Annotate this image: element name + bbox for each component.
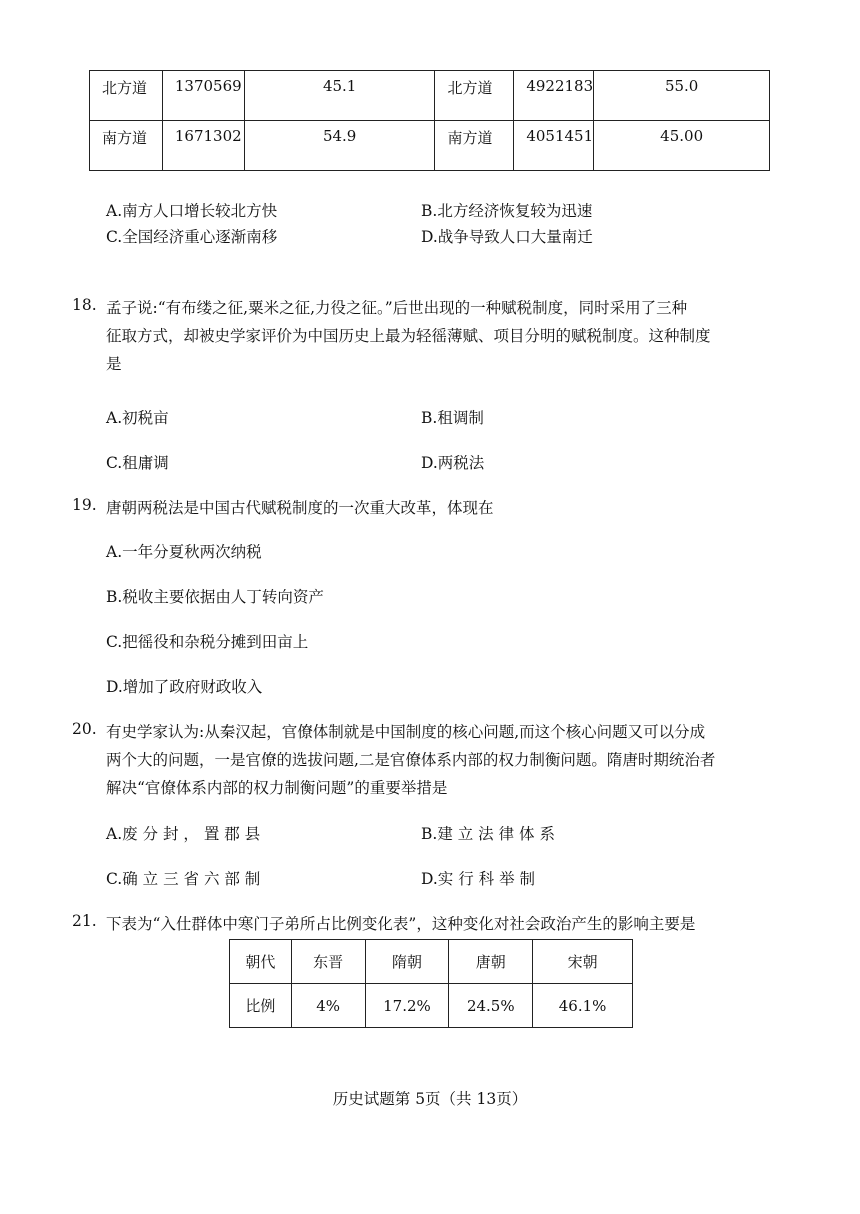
table-cell: 南方道 bbox=[435, 121, 514, 171]
q19-option-c[interactable]: C.把徭役和杂税分摊到田亩上 bbox=[106, 633, 309, 651]
table-header-cell: 隋朝 bbox=[365, 940, 449, 984]
q19-stem: 唐朝两税法是中国古代赋税制度的一次重大改革，体现在 bbox=[106, 499, 494, 517]
q20-stem-line-2: 两个大的问题，一是官僚的选拔问题,二是官僚体系内部的权力制衡问题。隋唐时期统治者 bbox=[106, 751, 716, 769]
q17-option-c[interactable]: C.全国经济重心逐渐南移 bbox=[106, 228, 278, 246]
table-header-cell: 朝代 bbox=[230, 940, 292, 984]
q21-number: 21. bbox=[72, 912, 97, 930]
q19-option-b[interactable]: B.税收主要依据由人丁转向资产 bbox=[106, 588, 324, 606]
page-footer: 历史试题第 5页（共 13页） bbox=[332, 1090, 528, 1108]
q18-option-b[interactable]: B.租调制 bbox=[421, 409, 484, 427]
table-cell: 24.5% bbox=[449, 984, 533, 1028]
q19-number: 19. bbox=[72, 496, 97, 514]
table-cell: 1370569 bbox=[162, 71, 244, 121]
q20-option-a[interactable]: A.废 分 封 ， 置 郡 县 bbox=[106, 825, 261, 843]
table-cell: 55.0 bbox=[594, 71, 770, 121]
q18-option-c[interactable]: C.租庸调 bbox=[106, 454, 169, 472]
q18-stem-line-1: 孟子说:“有布缕之征,粟米之征,力役之征。”后世出现的一种赋税制度，同时采用了三种 bbox=[106, 299, 688, 317]
table-cell: 17.2% bbox=[365, 984, 449, 1028]
table-row bbox=[230, 984, 633, 1028]
table-row bbox=[90, 121, 770, 171]
table-cell: 54.9 bbox=[244, 121, 435, 171]
q20-option-c[interactable]: C.确 立 三 省 六 部 制 bbox=[106, 870, 261, 888]
q18-stem-line-2: 征取方式，却被史学家评价为中国历史上最为轻徭薄赋、项目分明的赋税制度。这种制度 bbox=[106, 327, 711, 345]
table-header-cell: 东晋 bbox=[291, 940, 365, 984]
table-cell: 45.1 bbox=[244, 71, 435, 121]
table-cell: 南方道 bbox=[90, 121, 163, 171]
q20-option-d[interactable]: D.实 行 科 举 制 bbox=[421, 870, 536, 888]
q17-option-a[interactable]: A.南方人口增长较北方快 bbox=[106, 202, 278, 220]
q18-option-d[interactable]: D.两税法 bbox=[421, 454, 485, 472]
q17-option-d[interactable]: D.战争导致人口大量南迁 bbox=[421, 228, 593, 246]
table-cell: 4051451 bbox=[514, 121, 594, 171]
table-header-cell: 唐朝 bbox=[449, 940, 533, 984]
q17-option-b[interactable]: B.北方经济恢复较为迅速 bbox=[421, 202, 593, 220]
population-table bbox=[89, 70, 770, 171]
table-cell: 比例 bbox=[230, 984, 292, 1028]
table-row bbox=[90, 71, 770, 121]
table-header-row bbox=[230, 940, 633, 984]
table-header-cell: 宋朝 bbox=[533, 940, 633, 984]
q20-stem-line-1: 有史学家认为:从秦汉起，官僚体制就是中国制度的核心问题,而这个核心问题又可以分成 bbox=[106, 723, 706, 741]
q20-stem-line-3: 解决“官僚体系内部的权力制衡问题”的重要举措是 bbox=[106, 779, 448, 797]
q21-stem: 下表为“入仕群体中寒门子弟所占比例变化表”，这种变化对社会政治产生的影响主要是 bbox=[106, 915, 696, 933]
table-cell: 4922183 bbox=[514, 71, 594, 121]
table-cell: 1671302 bbox=[162, 121, 244, 171]
table-cell: 北方道 bbox=[435, 71, 514, 121]
table-cell: 45.00 bbox=[594, 121, 770, 171]
candidate-ratio-table bbox=[229, 939, 633, 1028]
q19-option-a[interactable]: A.一年分夏秋两次纳税 bbox=[106, 543, 262, 561]
q18-option-a[interactable]: A.初税亩 bbox=[106, 409, 169, 427]
q18-stem-line-3: 是 bbox=[106, 355, 122, 373]
q19-option-d[interactable]: D.增加了政府财政收入 bbox=[106, 678, 263, 696]
table-cell: 46.1% bbox=[533, 984, 633, 1028]
q20-option-b[interactable]: B.建 立 法 律 体 系 bbox=[421, 825, 555, 843]
q18-number: 18. bbox=[72, 296, 97, 314]
table-cell: 4% bbox=[291, 984, 365, 1028]
table-cell: 北方道 bbox=[90, 71, 163, 121]
q20-number: 20. bbox=[72, 720, 97, 738]
